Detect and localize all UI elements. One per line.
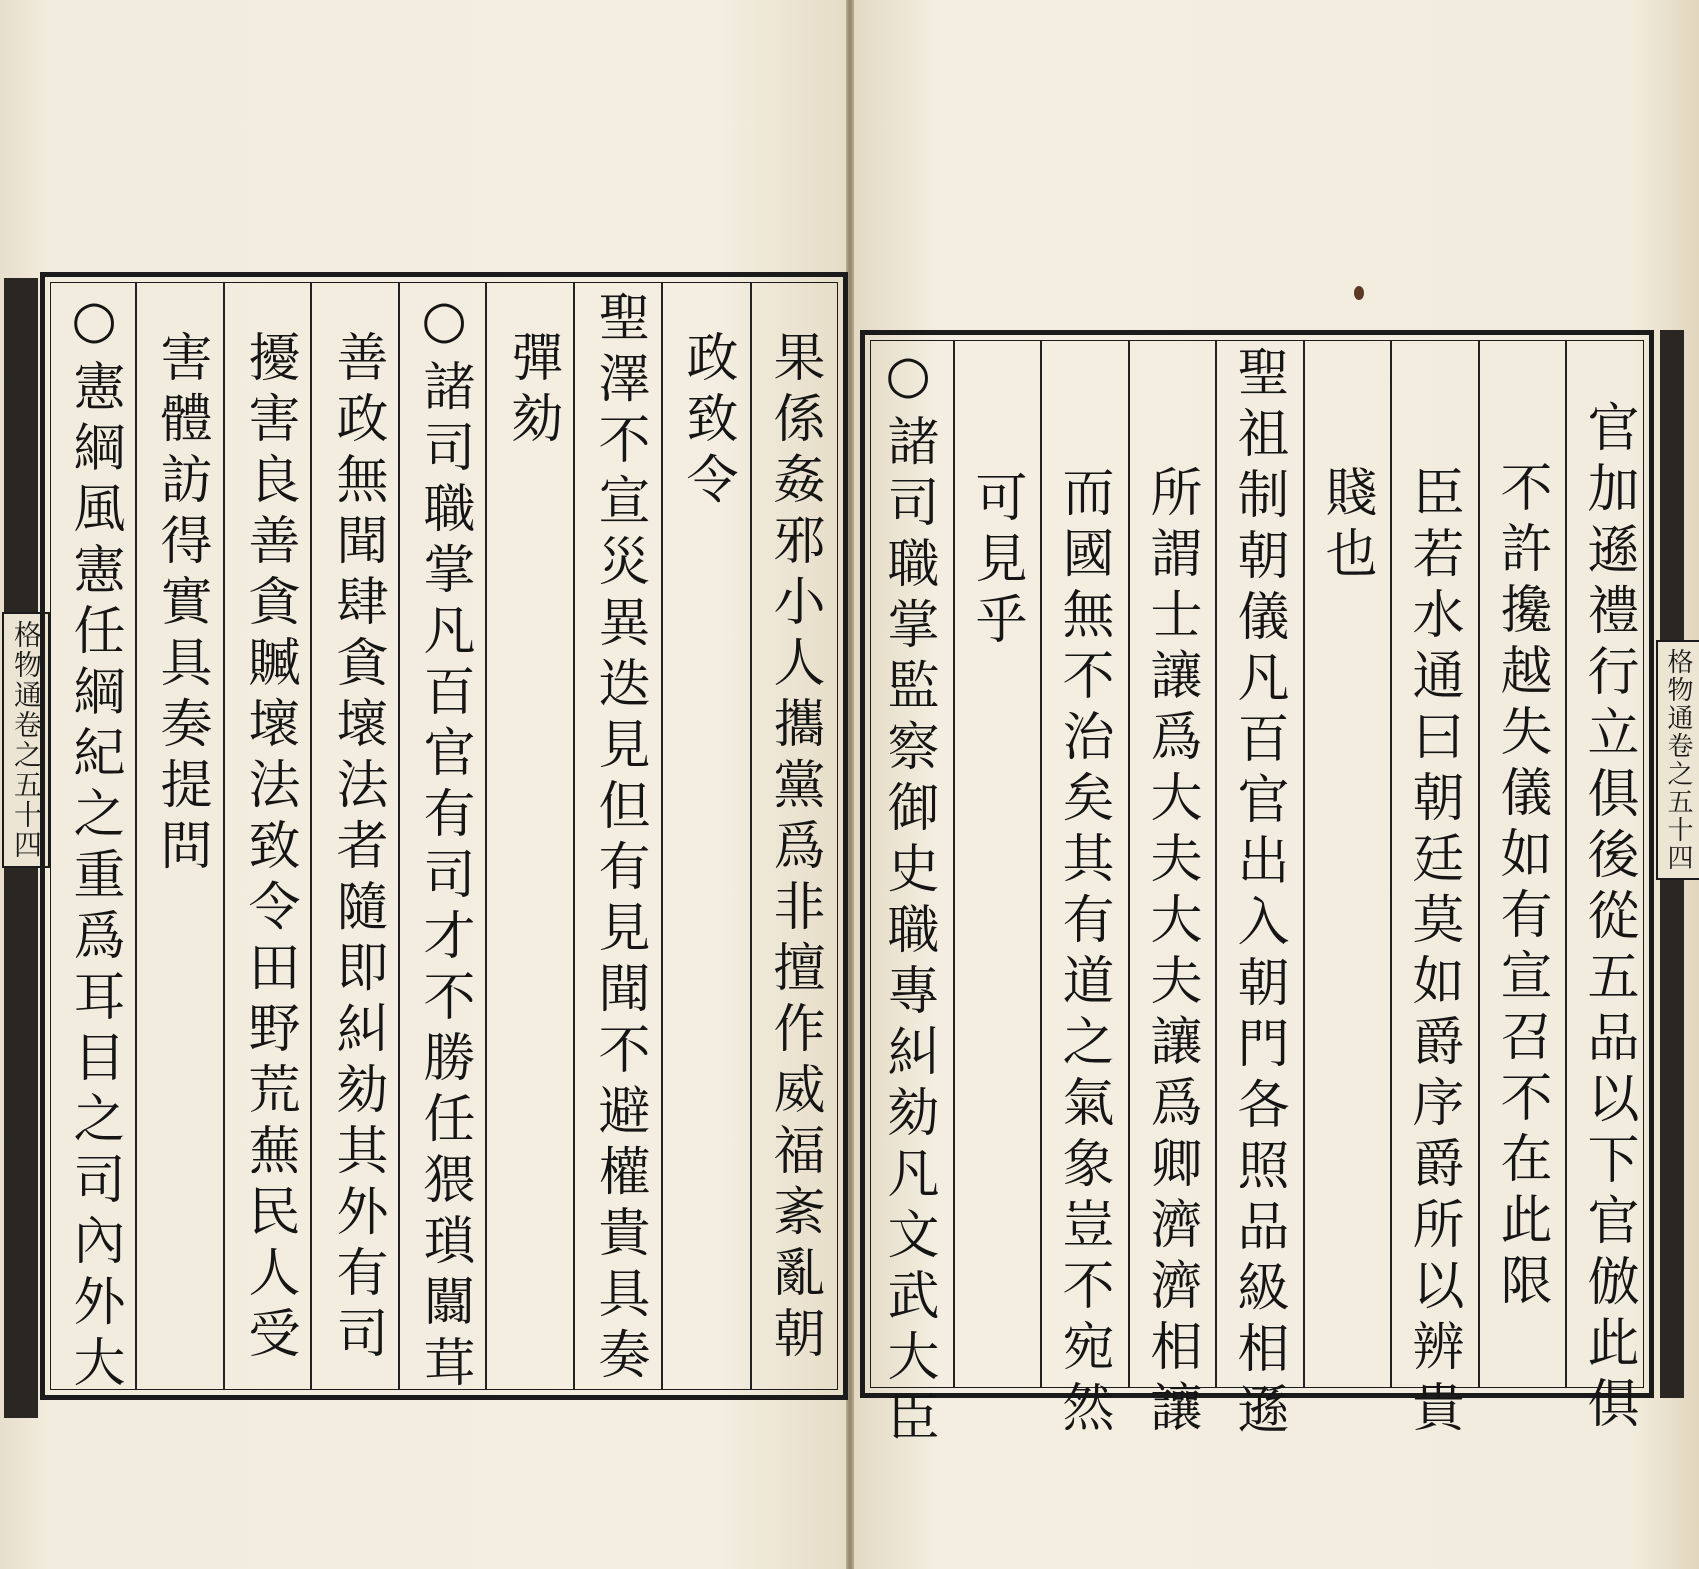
right-col-5: 聖祖制朝儀凡百官出入朝門各照品級相遜	[1228, 345, 1288, 1443]
ink-spot	[1354, 286, 1364, 300]
right-col-1: 官加遜禮行立俱後從五品以下官倣此俱	[1578, 400, 1638, 1437]
right-col-8: 可見乎	[966, 470, 1026, 653]
right-col-3: 臣若水通曰朝廷莫如爵序爵所以辨貴	[1403, 465, 1463, 1441]
right-col-2: 不許攙越失儀如有宣召不在此限	[1491, 460, 1551, 1314]
right-col-7: 而國無不治矣其有道之氣象豈不宛然	[1053, 465, 1113, 1441]
left-col-9: ○憲綱風憲任綱紀之重爲耳目之司內外大	[64, 290, 124, 1396]
left-col-4: 彈劾	[502, 330, 562, 452]
left-col-5: ○諸司職掌凡百官有司才不勝任猥瑣闒茸	[414, 290, 474, 1396]
right-col-6: 所謂士讓爲大夫大夫讓爲卿濟濟相讓	[1141, 465, 1201, 1441]
right-col-4: 賤也	[1316, 465, 1376, 587]
right-col-9: ○諸司職掌監察御史職專糾劾凡文武大臣	[878, 345, 938, 1451]
left-col-3: 聖澤不宣災異迭見但有見聞不避權貴具奏	[589, 290, 649, 1388]
right-side-label: 格物通卷之五十四	[1656, 640, 1699, 880]
left-col-7: 擾害良善貪贓壞法致令田野荒蕪民人受	[239, 330, 299, 1367]
left-col-6: 善政無聞肆貪壞法者隨即糾劾其外有司	[327, 330, 387, 1367]
left-col-8: 害體訪得實具奏提問	[151, 330, 211, 879]
left-col-1: 果係姦邪小人攜黨爲非擅作威福紊亂朝	[764, 330, 824, 1367]
left-col-2: 政致令	[677, 330, 737, 513]
left-side-label: 格物通卷之五十四	[2, 612, 50, 868]
